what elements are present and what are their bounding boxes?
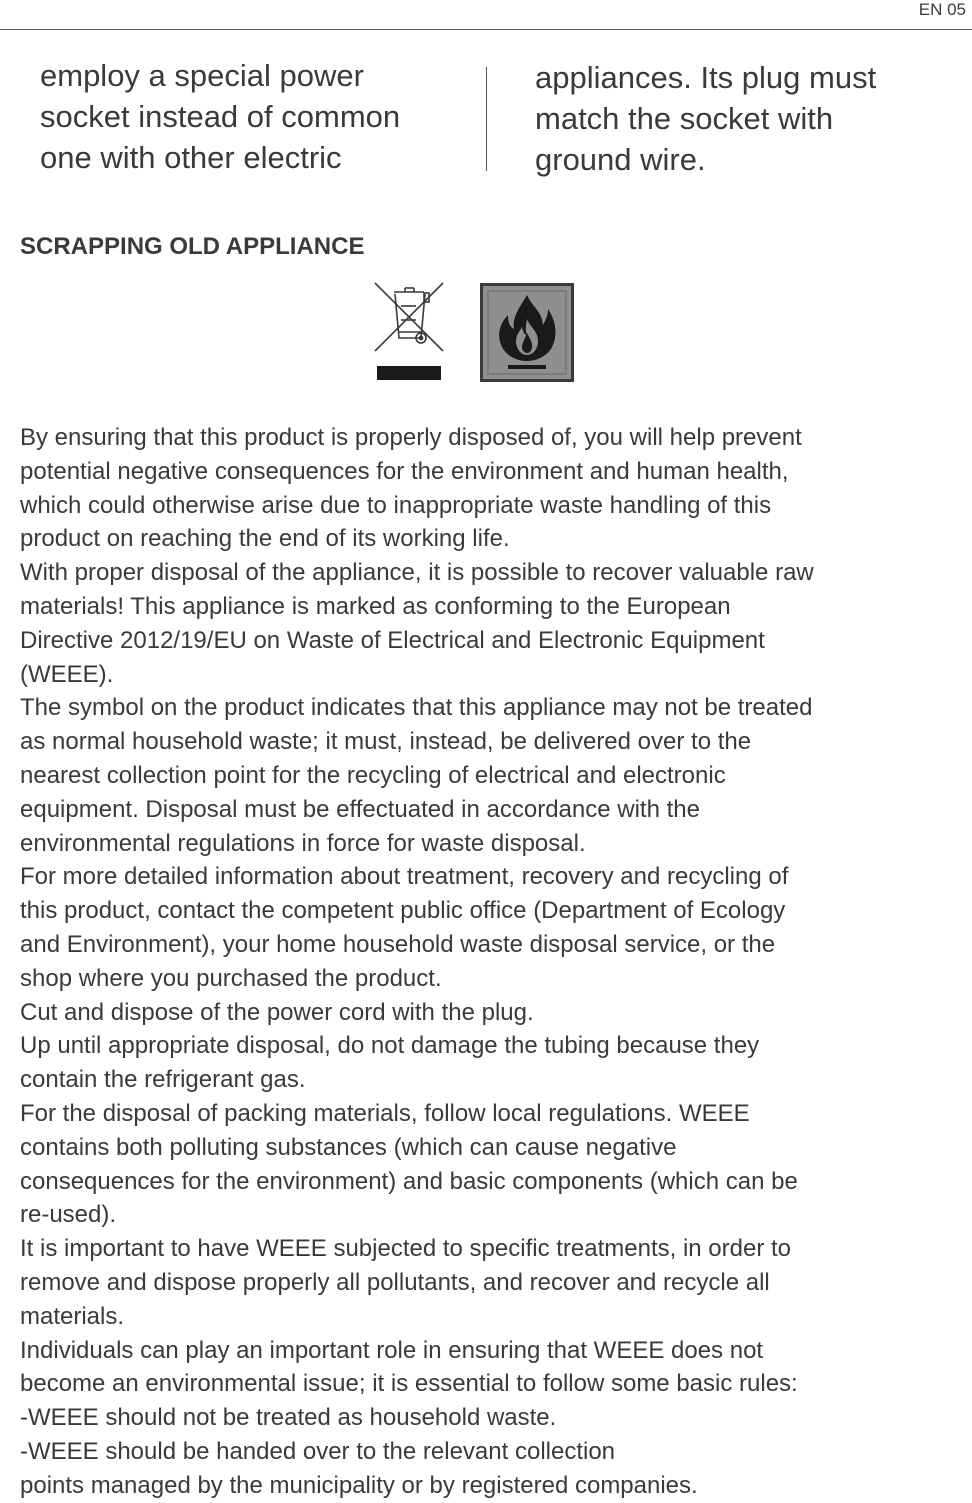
body-text-line: The symbol on the product indicates that this appliance may not be treated (20, 694, 813, 722)
body-text-line: -WEEE should not be treated as household waste. (20, 1404, 557, 1432)
column-divider (486, 67, 487, 171)
intro-right-line: appliances. Its plug must (535, 60, 877, 95)
body-text-line: consequences for the environment) and basic components (which can be (20, 1167, 798, 1195)
body-text-line: Cut and dispose of the power cord with the plug. (20, 998, 534, 1026)
body-text-line: For more detailed information about treatment, recovery and recycling of (20, 863, 789, 891)
body-text-line: contain the refrigerant gas. (20, 1066, 306, 1094)
body-text-line: equipment. Disposal must be effectuated in accordance with the (20, 795, 700, 823)
intro-left-line: employ a special power (40, 58, 364, 93)
body-text-line: this product, contact the competent public office (Department of Ecology (20, 897, 786, 925)
intro-column-right (535, 57, 965, 180)
body-text-line: become an environmental issue; it is essential to follow some basic rules: (20, 1370, 798, 1398)
body-text-line: and Environment), your home household waste disposal service, or the (20, 930, 776, 958)
body-text-line: For the disposal of packing materials, follow local regulations. WEEE (20, 1099, 750, 1127)
body-text-line: re-used). (20, 1201, 117, 1229)
body-text (20, 421, 965, 1503)
body-text-line: Up until appropriate disposal, do not damage the tubing because they (20, 1032, 760, 1060)
body-text-line: -WEEE should be handed over to the relevant collection (20, 1437, 616, 1465)
body-text-line: materials! This appliance is marked as conforming to the European (20, 592, 731, 620)
body-text-line: contains both polluting substances (which can cause negative (20, 1133, 677, 1161)
intro-right-line: ground wire. (535, 142, 706, 177)
body-text-line: (WEEE). (20, 660, 114, 688)
intro-left-line: one with other electric (40, 140, 342, 175)
page-number: EN 05 (918, 0, 966, 19)
intro-column-left (40, 55, 470, 178)
body-text-line: Individuals can play an important role in ensuring that WEEE does not (20, 1336, 764, 1364)
body-text-line: potential negative consequences for the environment and human health, (20, 457, 789, 485)
intro-right-line: match the socket with (535, 101, 834, 136)
body-text-line: remove and dispose properly all pollutants, and recover and recycle all (20, 1268, 770, 1296)
body-text-line: nearest collection point for the recycling of electrical and electronic (20, 761, 726, 789)
body-text-line: With proper disposal of the appliance, it is possible to recover valuable raw (20, 559, 814, 587)
flammable-flame-icon (480, 283, 574, 382)
body-text-line: Directive 2012/19/EU on Waste of Electrical and Electronic Equipment (20, 626, 765, 654)
body-text-line: shop where you purchased the product. (20, 964, 442, 992)
body-text-line: product on reaching the end of its working life. (20, 525, 510, 553)
body-text-line: By ensuring that this product is properly disposed of, you will help prevent (20, 424, 802, 451)
body-text-line: environmental regulations in force for waste disposal. (20, 829, 586, 857)
header-rule (0, 29, 972, 30)
body-text-line: as normal household waste; it must, instead, be delivered over to the (20, 728, 752, 756)
section-heading: SCRAPPING OLD APPLIANCE (20, 233, 365, 260)
body-text-line: It is important to have WEEE subjected to specific treatments, in order to (20, 1235, 792, 1263)
body-text-line: materials. (20, 1302, 125, 1330)
crossed-out-wheelie-bin-icon (372, 280, 446, 382)
body-text-line: points managed by the municipality or by registered companies. (20, 1471, 698, 1499)
body-text-line: which could otherwise arise due to inappropriate waste handling of this (20, 491, 772, 519)
intro-left-line: socket instead of common (40, 99, 401, 134)
